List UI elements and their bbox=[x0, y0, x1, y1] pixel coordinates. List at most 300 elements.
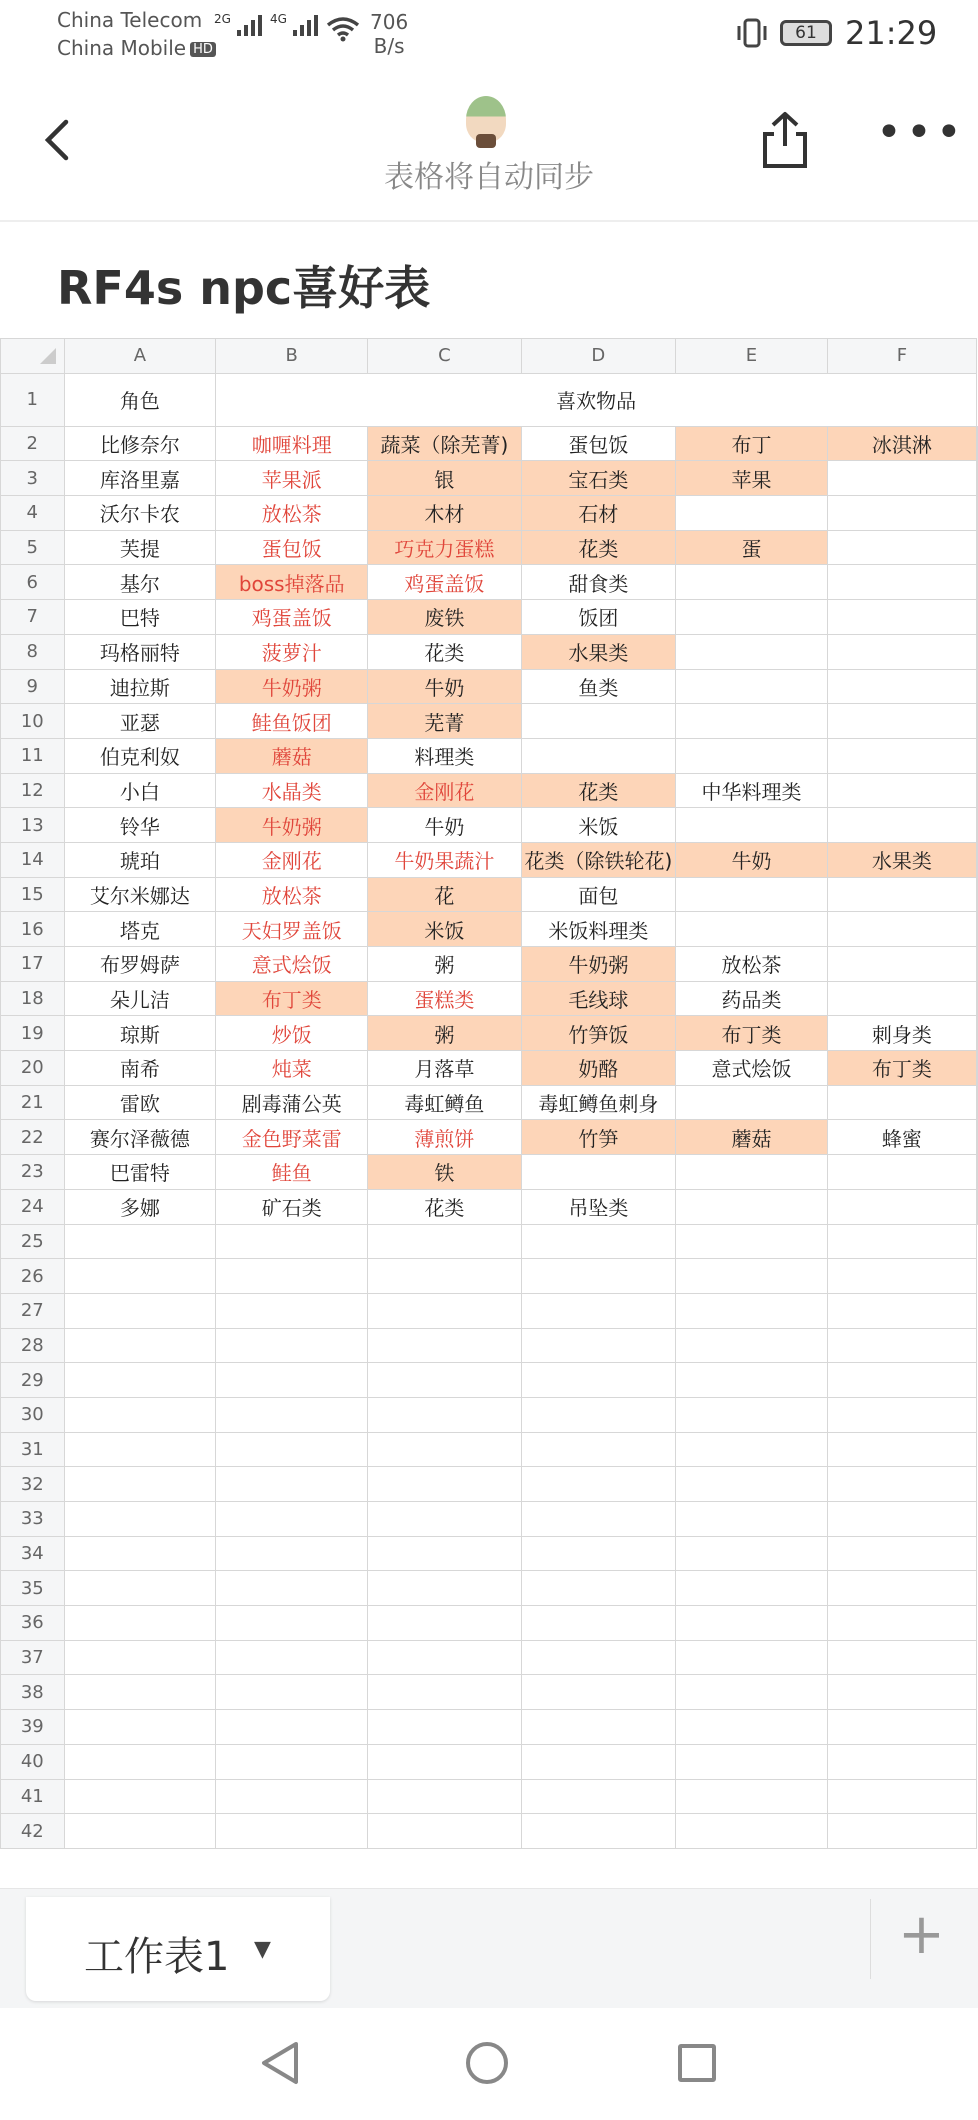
cell-empty[interactable] bbox=[676, 1224, 828, 1259]
square-recent-icon[interactable] bbox=[678, 2044, 716, 2082]
cell-item[interactable]: 牛奶 bbox=[676, 842, 828, 877]
row-number[interactable]: 14 bbox=[1, 842, 65, 877]
cell-item[interactable]: 水果类 bbox=[827, 842, 976, 877]
cell-item[interactable] bbox=[827, 565, 976, 600]
cell-item[interactable] bbox=[676, 1085, 828, 1120]
cell-item[interactable] bbox=[676, 669, 828, 704]
cell-role[interactable]: 铃华 bbox=[64, 808, 216, 843]
cell-item[interactable]: 蘑菇 bbox=[216, 738, 368, 773]
cell-item[interactable]: 巧克力蛋糕 bbox=[368, 530, 521, 565]
cell-item[interactable]: 剧毒蒲公英 bbox=[216, 1085, 368, 1120]
cell-empty[interactable] bbox=[676, 1259, 828, 1294]
cell-item[interactable]: 牛奶粥 bbox=[521, 947, 676, 982]
cell-item[interactable]: 花类 bbox=[521, 530, 676, 565]
cell-role[interactable]: 小白 bbox=[64, 773, 216, 808]
cell-item[interactable]: 牛奶粥 bbox=[216, 808, 368, 843]
cell-empty[interactable] bbox=[977, 600, 978, 635]
cell-item[interactable]: 蛋 bbox=[676, 530, 828, 565]
cell-empty[interactable] bbox=[827, 1814, 976, 1849]
cell-item[interactable]: 芜菁 bbox=[368, 704, 521, 739]
cell-empty[interactable] bbox=[827, 1467, 976, 1502]
row-number[interactable]: 37 bbox=[1, 1640, 65, 1675]
cell-item[interactable]: 菠萝汁 bbox=[216, 634, 368, 669]
cell-item[interactable]: 放松茶 bbox=[216, 496, 368, 531]
cell-empty[interactable] bbox=[521, 1606, 676, 1641]
cell-item[interactable]: boss掉落品 bbox=[216, 565, 368, 600]
cell-empty[interactable] bbox=[216, 1467, 368, 1502]
cell-empty[interactable] bbox=[216, 1259, 368, 1294]
row-number[interactable]: 8 bbox=[1, 634, 65, 669]
cell-item[interactable]: 米饭 bbox=[368, 912, 521, 947]
cell-item[interactable]: 刺身类 bbox=[827, 1016, 976, 1051]
cell-empty[interactable] bbox=[676, 1814, 828, 1849]
cell-empty[interactable] bbox=[676, 1363, 828, 1398]
row-number[interactable]: 22 bbox=[1, 1120, 65, 1155]
cell-empty[interactable] bbox=[216, 1710, 368, 1745]
cell-item[interactable] bbox=[676, 808, 828, 843]
row-number[interactable]: 33 bbox=[1, 1502, 65, 1537]
cell-empty[interactable] bbox=[521, 1640, 676, 1675]
cell-empty[interactable] bbox=[368, 1536, 521, 1571]
cell-empty[interactable] bbox=[64, 1224, 216, 1259]
cell-item[interactable]: 粥 bbox=[368, 947, 521, 982]
cell-empty[interactable] bbox=[827, 1571, 976, 1606]
cell-item[interactable] bbox=[676, 877, 828, 912]
cell-item[interactable]: 花 bbox=[368, 877, 521, 912]
cell-role[interactable]: 琥珀 bbox=[64, 842, 216, 877]
cell-item[interactable]: 炖菜 bbox=[216, 1051, 368, 1086]
row-number[interactable]: 27 bbox=[1, 1293, 65, 1328]
column-header[interactable]: D bbox=[521, 339, 676, 374]
cell-item[interactable] bbox=[827, 877, 976, 912]
row-number[interactable]: 5 bbox=[1, 530, 65, 565]
cell-item[interactable]: 布丁类 bbox=[827, 1051, 976, 1086]
cell-role[interactable]: 基尔 bbox=[64, 565, 216, 600]
cell-item[interactable]: 米饭料理类 bbox=[521, 912, 676, 947]
cell-empty[interactable] bbox=[827, 1328, 976, 1363]
spreadsheet-grid[interactable] bbox=[0, 338, 978, 1888]
cell-empty[interactable] bbox=[521, 1744, 676, 1779]
cell-item[interactable]: 蛋包饭 bbox=[216, 530, 368, 565]
cell-item[interactable] bbox=[827, 981, 976, 1016]
cell-empty[interactable] bbox=[216, 1293, 368, 1328]
cell-item[interactable]: 鱼类 bbox=[521, 669, 676, 704]
cell-role[interactable]: 迪拉斯 bbox=[64, 669, 216, 704]
avatar[interactable] bbox=[466, 96, 506, 142]
cell-item[interactable]: 米饭 bbox=[521, 808, 676, 843]
cell-empty[interactable] bbox=[977, 704, 978, 739]
cell-item[interactable]: 鸡蛋盖饭 bbox=[368, 565, 521, 600]
cell-empty[interactable] bbox=[64, 1536, 216, 1571]
cell-item[interactable]: 铁 bbox=[368, 1155, 521, 1190]
cell-item[interactable]: 蛋糕类 bbox=[368, 981, 521, 1016]
cell-empty[interactable] bbox=[368, 1710, 521, 1745]
cell-empty[interactable] bbox=[676, 1536, 828, 1571]
cell-empty[interactable] bbox=[64, 1571, 216, 1606]
cell-item[interactable]: 粥 bbox=[368, 1016, 521, 1051]
cell-item[interactable]: 咖喱料理 bbox=[216, 426, 368, 461]
cell-empty[interactable] bbox=[676, 1606, 828, 1641]
cell-item[interactable] bbox=[827, 773, 976, 808]
cell-empty[interactable] bbox=[216, 1432, 368, 1467]
sheet-tab[interactable] bbox=[26, 1897, 330, 2001]
cell-item[interactable]: 意式烩饭 bbox=[216, 947, 368, 982]
cell-empty[interactable] bbox=[827, 1397, 976, 1432]
cell-item[interactable]: 毒虹鳟鱼刺身 bbox=[521, 1085, 676, 1120]
column-header[interactable]: C bbox=[368, 339, 521, 374]
column-header[interactable]: B bbox=[216, 339, 368, 374]
cell-item[interactable] bbox=[827, 669, 976, 704]
row-number[interactable]: 11 bbox=[1, 738, 65, 773]
row-number[interactable]: 40 bbox=[1, 1744, 65, 1779]
cell-empty[interactable] bbox=[64, 1259, 216, 1294]
cell-role[interactable]: 比修奈尔 bbox=[64, 426, 216, 461]
cell-item[interactable]: 牛奶 bbox=[368, 669, 521, 704]
cell-empty[interactable] bbox=[827, 1502, 976, 1537]
cell-empty[interactable] bbox=[977, 1016, 978, 1051]
row-number[interactable]: 30 bbox=[1, 1397, 65, 1432]
cell-empty[interactable] bbox=[368, 1259, 521, 1294]
cell-item[interactable] bbox=[827, 530, 976, 565]
cell-empty[interactable] bbox=[676, 1293, 828, 1328]
cell-empty[interactable] bbox=[977, 1051, 978, 1086]
cell-item[interactable]: 放松茶 bbox=[216, 877, 368, 912]
row-number[interactable]: 35 bbox=[1, 1571, 65, 1606]
cell-empty[interactable] bbox=[216, 1675, 368, 1710]
cell-empty[interactable] bbox=[521, 1571, 676, 1606]
cell-item[interactable]: 金刚花 bbox=[216, 842, 368, 877]
cell-item[interactable] bbox=[827, 947, 976, 982]
row-number[interactable]: 42 bbox=[1, 1814, 65, 1849]
cell-role[interactable]: 巴雷特 bbox=[64, 1155, 216, 1190]
row-number[interactable]: 18 bbox=[1, 981, 65, 1016]
cell-empty[interactable] bbox=[368, 1293, 521, 1328]
column-header[interactable]: E bbox=[676, 339, 828, 374]
cell-empty[interactable] bbox=[827, 1224, 976, 1259]
cell-empty[interactable] bbox=[521, 1224, 676, 1259]
cell-empty[interactable] bbox=[676, 1397, 828, 1432]
cell-empty[interactable] bbox=[521, 1397, 676, 1432]
cell-empty[interactable] bbox=[64, 1710, 216, 1745]
circle-home-icon[interactable] bbox=[466, 2042, 508, 2084]
cell-empty[interactable] bbox=[827, 1744, 976, 1779]
row-number[interactable]: 32 bbox=[1, 1467, 65, 1502]
cell-empty[interactable] bbox=[977, 912, 978, 947]
cell-item[interactable]: 石材 bbox=[521, 496, 676, 531]
cell-role[interactable]: 多娜 bbox=[64, 1189, 216, 1224]
cell-item[interactable]: 花类 bbox=[368, 634, 521, 669]
cell-role[interactable]: 艾尔米娜达 bbox=[64, 877, 216, 912]
row-number[interactable]: 10 bbox=[1, 704, 65, 739]
cell-empty[interactable] bbox=[216, 1224, 368, 1259]
cell-empty[interactable] bbox=[64, 1502, 216, 1537]
share-icon[interactable] bbox=[760, 110, 810, 170]
row-number[interactable]: 24 bbox=[1, 1189, 65, 1224]
cell-empty[interactable] bbox=[977, 1085, 978, 1120]
cell-empty[interactable] bbox=[216, 1744, 368, 1779]
cell-header-role[interactable]: 角色 bbox=[64, 373, 216, 426]
cell-empty[interactable] bbox=[827, 1710, 976, 1745]
cell-item[interactable] bbox=[827, 600, 976, 635]
cell-empty[interactable] bbox=[368, 1814, 521, 1849]
cell-item[interactable]: 鲑鱼 bbox=[216, 1155, 368, 1190]
cell-item[interactable] bbox=[676, 634, 828, 669]
row-number[interactable]: 7 bbox=[1, 600, 65, 635]
cell-item[interactable]: 牛奶果蔬汁 bbox=[368, 842, 521, 877]
cell-item[interactable]: 花类 bbox=[521, 773, 676, 808]
cell-empty[interactable] bbox=[216, 1328, 368, 1363]
cell-empty[interactable] bbox=[216, 1363, 368, 1398]
cell-empty[interactable] bbox=[521, 1259, 676, 1294]
cell-empty[interactable] bbox=[827, 1363, 976, 1398]
cell-item[interactable]: 冰淇淋 bbox=[827, 426, 976, 461]
cell-empty[interactable] bbox=[368, 1779, 521, 1814]
cell-item[interactable] bbox=[827, 1189, 976, 1224]
cell-empty[interactable] bbox=[368, 1502, 521, 1537]
cell-item[interactable]: 花类 bbox=[368, 1189, 521, 1224]
cell-empty[interactable] bbox=[977, 669, 978, 704]
cell-item[interactable]: 水果类 bbox=[521, 634, 676, 669]
cell-empty[interactable] bbox=[521, 1502, 676, 1537]
cell-empty[interactable] bbox=[216, 1571, 368, 1606]
cell-empty[interactable] bbox=[977, 877, 978, 912]
cell-empty[interactable] bbox=[977, 808, 978, 843]
cell-empty[interactable] bbox=[676, 1640, 828, 1675]
row-number[interactable]: 39 bbox=[1, 1710, 65, 1745]
row-number[interactable]: 26 bbox=[1, 1259, 65, 1294]
cell-item[interactable] bbox=[676, 600, 828, 635]
cell-item[interactable] bbox=[827, 808, 976, 843]
row-number[interactable]: 28 bbox=[1, 1328, 65, 1363]
cell-empty[interactable] bbox=[977, 1189, 978, 1224]
select-all-corner[interactable] bbox=[1, 339, 65, 374]
cell-item[interactable] bbox=[676, 704, 828, 739]
row-number[interactable]: 29 bbox=[1, 1363, 65, 1398]
cell-empty[interactable] bbox=[521, 1675, 676, 1710]
row-number[interactable]: 13 bbox=[1, 808, 65, 843]
cell-item[interactable]: 吊坠类 bbox=[521, 1189, 676, 1224]
cell-empty[interactable] bbox=[216, 1814, 368, 1849]
cell-item[interactable]: 废铁 bbox=[368, 600, 521, 635]
cell-empty[interactable] bbox=[64, 1814, 216, 1849]
cell-item[interactable] bbox=[676, 738, 828, 773]
cell-item[interactable]: 竹笋饭 bbox=[521, 1016, 676, 1051]
cell-item[interactable]: 月落草 bbox=[368, 1051, 521, 1086]
cell-item[interactable] bbox=[676, 565, 828, 600]
cell-item[interactable]: 蛋包饭 bbox=[521, 426, 676, 461]
cell-empty[interactable] bbox=[64, 1606, 216, 1641]
cell-empty[interactable] bbox=[64, 1675, 216, 1710]
cell-item[interactable]: 面包 bbox=[521, 877, 676, 912]
cell-role[interactable]: 库洛里嘉 bbox=[64, 461, 216, 496]
cell-role[interactable]: 巴特 bbox=[64, 600, 216, 635]
cell-empty[interactable] bbox=[64, 1432, 216, 1467]
cell-empty[interactable] bbox=[676, 1571, 828, 1606]
cell-empty[interactable] bbox=[977, 1120, 978, 1155]
cell-item[interactable]: 鸡蛋盖饭 bbox=[216, 600, 368, 635]
cell-empty[interactable] bbox=[216, 1779, 368, 1814]
cell-empty[interactable] bbox=[676, 1467, 828, 1502]
cell-item[interactable]: 蜂蜜 bbox=[827, 1120, 976, 1155]
row-number[interactable]: 21 bbox=[1, 1085, 65, 1120]
cell-item[interactable]: 薄煎饼 bbox=[368, 1120, 521, 1155]
cell-empty[interactable] bbox=[368, 1363, 521, 1398]
cell-item[interactable]: 中华料理类 bbox=[676, 773, 828, 808]
cell-item[interactable]: 牛奶 bbox=[368, 808, 521, 843]
cell-empty[interactable] bbox=[216, 1502, 368, 1537]
column-header[interactable]: A bbox=[64, 339, 216, 374]
row-number[interactable]: 25 bbox=[1, 1224, 65, 1259]
cell-item[interactable]: 苹果 bbox=[676, 461, 828, 496]
cell-empty[interactable] bbox=[368, 1744, 521, 1779]
cell-item[interactable]: 苹果派 bbox=[216, 461, 368, 496]
row-number[interactable]: 41 bbox=[1, 1779, 65, 1814]
cell-empty[interactable] bbox=[521, 1814, 676, 1849]
row-number[interactable]: 3 bbox=[1, 461, 65, 496]
cell-item[interactable]: 炒饭 bbox=[216, 1016, 368, 1051]
cell-item[interactable] bbox=[827, 738, 976, 773]
cell-empty[interactable] bbox=[827, 1293, 976, 1328]
cell-role[interactable]: 朵儿洁 bbox=[64, 981, 216, 1016]
cell-empty[interactable] bbox=[521, 1293, 676, 1328]
cell-role[interactable]: 雷欧 bbox=[64, 1085, 216, 1120]
row-number[interactable]: 15 bbox=[1, 877, 65, 912]
cell-item[interactable]: 料理类 bbox=[368, 738, 521, 773]
cell-empty[interactable] bbox=[827, 1432, 976, 1467]
cell-item[interactable]: 布丁类 bbox=[676, 1016, 828, 1051]
cell-empty[interactable] bbox=[977, 738, 978, 773]
cell-empty[interactable] bbox=[977, 1155, 978, 1190]
more-icon[interactable]: ••• bbox=[876, 107, 966, 158]
cell-item[interactable]: 甜食类 bbox=[521, 565, 676, 600]
cell-role[interactable]: 琼斯 bbox=[64, 1016, 216, 1051]
cell-empty[interactable] bbox=[827, 1536, 976, 1571]
row-number[interactable]: 38 bbox=[1, 1675, 65, 1710]
cell-empty[interactable] bbox=[368, 1640, 521, 1675]
cell-empty[interactable] bbox=[368, 1467, 521, 1502]
cell-item[interactable]: 饭团 bbox=[521, 600, 676, 635]
cell-item[interactable] bbox=[827, 496, 976, 531]
cell-item[interactable]: 放松茶 bbox=[676, 947, 828, 982]
cell-empty[interactable] bbox=[64, 1640, 216, 1675]
cell-item[interactable]: 布丁 bbox=[676, 426, 828, 461]
cell-item[interactable]: 意式烩饭 bbox=[676, 1051, 828, 1086]
cell-empty[interactable] bbox=[368, 1397, 521, 1432]
cell-item[interactable]: 牛奶粥 bbox=[216, 669, 368, 704]
cell-empty[interactable] bbox=[676, 1328, 828, 1363]
cell-empty[interactable] bbox=[368, 1328, 521, 1363]
plus-icon[interactable]: + bbox=[898, 1902, 945, 1967]
cell-empty[interactable] bbox=[368, 1432, 521, 1467]
cell-item[interactable]: 布丁类 bbox=[216, 981, 368, 1016]
cell-header-liked-items[interactable]: 喜欢物品 bbox=[216, 373, 977, 426]
cell-empty[interactable] bbox=[64, 1744, 216, 1779]
cell-empty[interactable] bbox=[216, 1606, 368, 1641]
row-number[interactable]: 19 bbox=[1, 1016, 65, 1051]
triangle-back-icon[interactable] bbox=[258, 2040, 302, 2086]
row-number[interactable]: 34 bbox=[1, 1536, 65, 1571]
cell-role[interactable]: 布罗姆萨 bbox=[64, 947, 216, 982]
cell-item[interactable] bbox=[521, 1155, 676, 1190]
cell-item[interactable]: 矿石类 bbox=[216, 1189, 368, 1224]
cell-empty[interactable] bbox=[64, 1328, 216, 1363]
cell-empty[interactable] bbox=[827, 1640, 976, 1675]
cell-empty[interactable] bbox=[64, 1363, 216, 1398]
cell-item[interactable]: 银 bbox=[368, 461, 521, 496]
cell-role[interactable]: 赛尔泽薇德 bbox=[64, 1120, 216, 1155]
column-header[interactable]: F bbox=[827, 339, 976, 374]
cell-item[interactable] bbox=[827, 704, 976, 739]
cell-role[interactable]: 亚瑟 bbox=[64, 704, 216, 739]
cell-empty[interactable] bbox=[521, 1328, 676, 1363]
cell-item[interactable] bbox=[521, 704, 676, 739]
cell-empty[interactable] bbox=[368, 1224, 521, 1259]
cell-item[interactable]: 蔬菜（除芜菁) bbox=[368, 426, 521, 461]
cell-item[interactable]: 蘑菇 bbox=[676, 1120, 828, 1155]
cell-empty[interactable] bbox=[368, 1571, 521, 1606]
row-number[interactable]: 12 bbox=[1, 773, 65, 808]
cell-item[interactable] bbox=[827, 634, 976, 669]
cell-empty[interactable] bbox=[977, 461, 978, 496]
cell-item[interactable]: 水晶类 bbox=[216, 773, 368, 808]
cell-empty[interactable] bbox=[216, 1397, 368, 1432]
cell-empty[interactable] bbox=[64, 1397, 216, 1432]
cell-item[interactable] bbox=[676, 496, 828, 531]
cell-role[interactable]: 塔克 bbox=[64, 912, 216, 947]
cell-empty[interactable] bbox=[827, 1779, 976, 1814]
cell-empty[interactable] bbox=[977, 947, 978, 982]
cell-item[interactable] bbox=[521, 738, 676, 773]
cell-empty[interactable] bbox=[977, 634, 978, 669]
cell-empty[interactable] bbox=[827, 1606, 976, 1641]
cell-empty[interactable] bbox=[368, 1675, 521, 1710]
cell-empty[interactable] bbox=[64, 1467, 216, 1502]
cell-empty[interactable] bbox=[521, 1363, 676, 1398]
row-number[interactable]: 2 bbox=[1, 426, 65, 461]
cell-item[interactable]: 宝石类 bbox=[521, 461, 676, 496]
cell-role[interactable]: 玛格丽特 bbox=[64, 634, 216, 669]
cell-empty[interactable] bbox=[977, 426, 978, 461]
cell-empty[interactable] bbox=[827, 1675, 976, 1710]
cell-item[interactable]: 竹笋 bbox=[521, 1120, 676, 1155]
cell-empty[interactable] bbox=[64, 1779, 216, 1814]
cell-empty[interactable] bbox=[521, 1432, 676, 1467]
cell-empty[interactable] bbox=[977, 565, 978, 600]
cell-empty[interactable] bbox=[521, 1536, 676, 1571]
cell-empty[interactable] bbox=[216, 1536, 368, 1571]
cell-empty[interactable] bbox=[676, 1502, 828, 1537]
cell-item[interactable]: 毛线球 bbox=[521, 981, 676, 1016]
cell-item[interactable] bbox=[676, 912, 828, 947]
cell-empty[interactable] bbox=[676, 1432, 828, 1467]
cell-item[interactable] bbox=[827, 1085, 976, 1120]
cell-item[interactable] bbox=[827, 461, 976, 496]
cell-empty[interactable] bbox=[521, 1467, 676, 1502]
cell-empty[interactable] bbox=[977, 981, 978, 1016]
cell-empty[interactable] bbox=[977, 773, 978, 808]
cell-role[interactable]: 芙提 bbox=[64, 530, 216, 565]
cell-item[interactable]: 药品类 bbox=[676, 981, 828, 1016]
row-number[interactable]: 1 bbox=[1, 373, 65, 426]
cell-empty[interactable] bbox=[827, 1259, 976, 1294]
cell-empty[interactable] bbox=[676, 1710, 828, 1745]
cell-empty[interactable] bbox=[977, 842, 978, 877]
cell-empty[interactable] bbox=[216, 1640, 368, 1675]
cell-item[interactable] bbox=[676, 1155, 828, 1190]
cell-item[interactable]: 鲑鱼饭团 bbox=[216, 704, 368, 739]
cell-item[interactable] bbox=[827, 1155, 976, 1190]
cell-empty[interactable] bbox=[521, 1710, 676, 1745]
